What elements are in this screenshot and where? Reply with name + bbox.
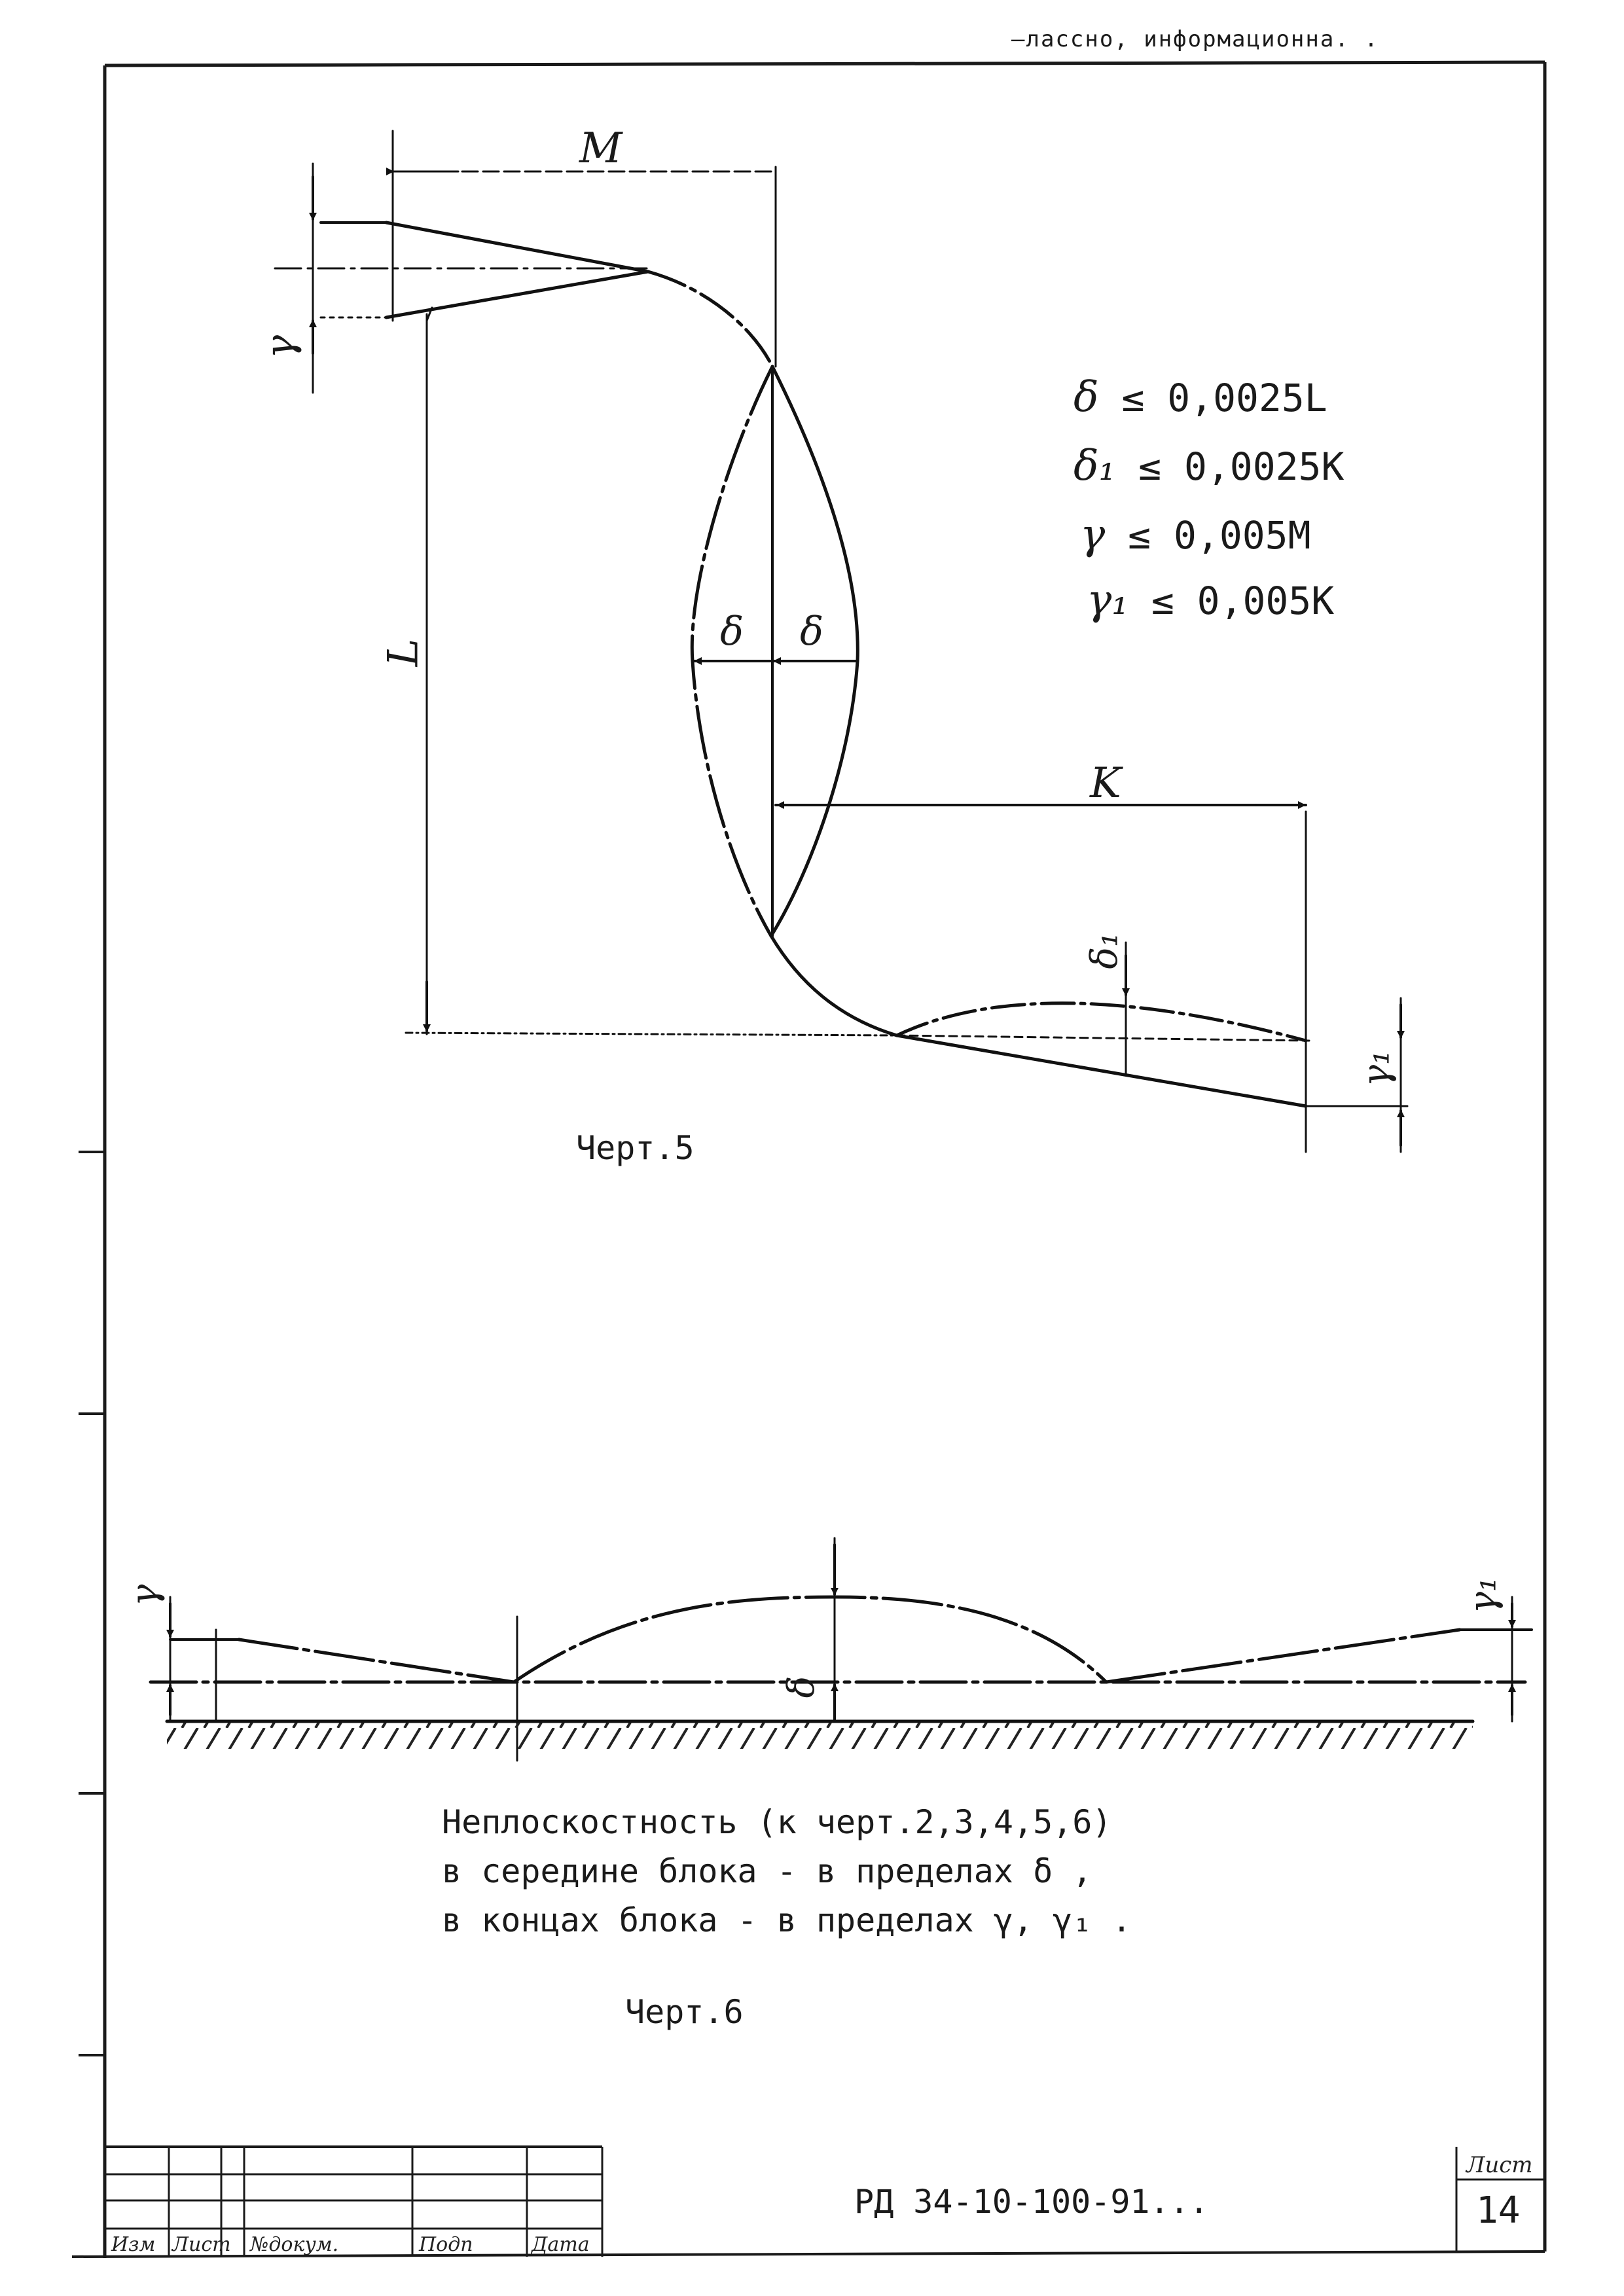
dimension-label-m: M: [579, 124, 623, 173]
chart6-caption: Черт.6: [625, 1993, 744, 2031]
formula-delta-symbol: δ: [1074, 373, 1099, 422]
formula-gamma1-text: ≤ 0,005K: [1128, 579, 1335, 623]
chart6-label-gamma: γ: [124, 1584, 167, 1607]
formula-gamma: [1080, 511, 1311, 559]
dimension-label-k: K: [1090, 759, 1121, 808]
dimension-label-delta1: δ₁: [1083, 932, 1127, 969]
chart6-label-gamma1: γ₁: [1462, 1577, 1505, 1614]
header-note: —лассно, информационна. .: [1011, 26, 1379, 52]
chart5-caption: Черт.5: [576, 1129, 695, 1167]
title-block-col-izm: Изм: [111, 2233, 156, 2256]
sheet-number: 14: [1476, 2189, 1521, 2232]
formula-delta1-text: ≤ 0,0025K: [1115, 444, 1344, 489]
title-block-col-list: Лист: [172, 2233, 231, 2256]
formula-gamma-symbol: γ: [1080, 511, 1106, 559]
dimension-label-gamma1: γ₁: [1355, 1050, 1398, 1087]
flatness-note-line-3: в концах блока - в пределах γ, γ₁ .: [442, 1901, 1132, 1939]
chart5-geometry: [275, 131, 1407, 1152]
flatness-note-line-2: в середине блока - в пределах δ ,: [442, 1852, 1092, 1890]
formula-gamma1-symbol: γ₁: [1087, 576, 1128, 624]
formula-delta: [1074, 373, 1327, 422]
chart6-label-delta: δ: [780, 1676, 823, 1698]
title-block-col-date: Дата: [532, 2233, 590, 2256]
title-block-col-doc: №докум.: [250, 2233, 339, 2256]
dimension-label-l: L: [379, 638, 428, 667]
dimension-label-delta-left: δ: [720, 609, 744, 655]
flatness-note-line-1: Неплоскостность (к черт.2,3,4,5,6): [442, 1803, 1112, 1841]
document-code: РД 34-10-100-91...: [854, 2183, 1209, 2221]
formula-gamma-text: ≤ 0,005M: [1105, 513, 1311, 558]
formula-gamma1: [1087, 576, 1334, 624]
dimension-label-gamma: γ: [257, 335, 303, 359]
chart6-geometry: [151, 1538, 1532, 1761]
title-block-col-sign: Подп: [419, 2233, 473, 2256]
dimension-label-delta-right: δ: [800, 609, 824, 655]
formula-delta1: [1074, 442, 1344, 490]
formula-delta-text: ≤ 0,0025L: [1098, 376, 1327, 420]
sheet-label: Лист: [1466, 2152, 1533, 2178]
formula-delta1-symbol: δ₁: [1074, 442, 1116, 490]
